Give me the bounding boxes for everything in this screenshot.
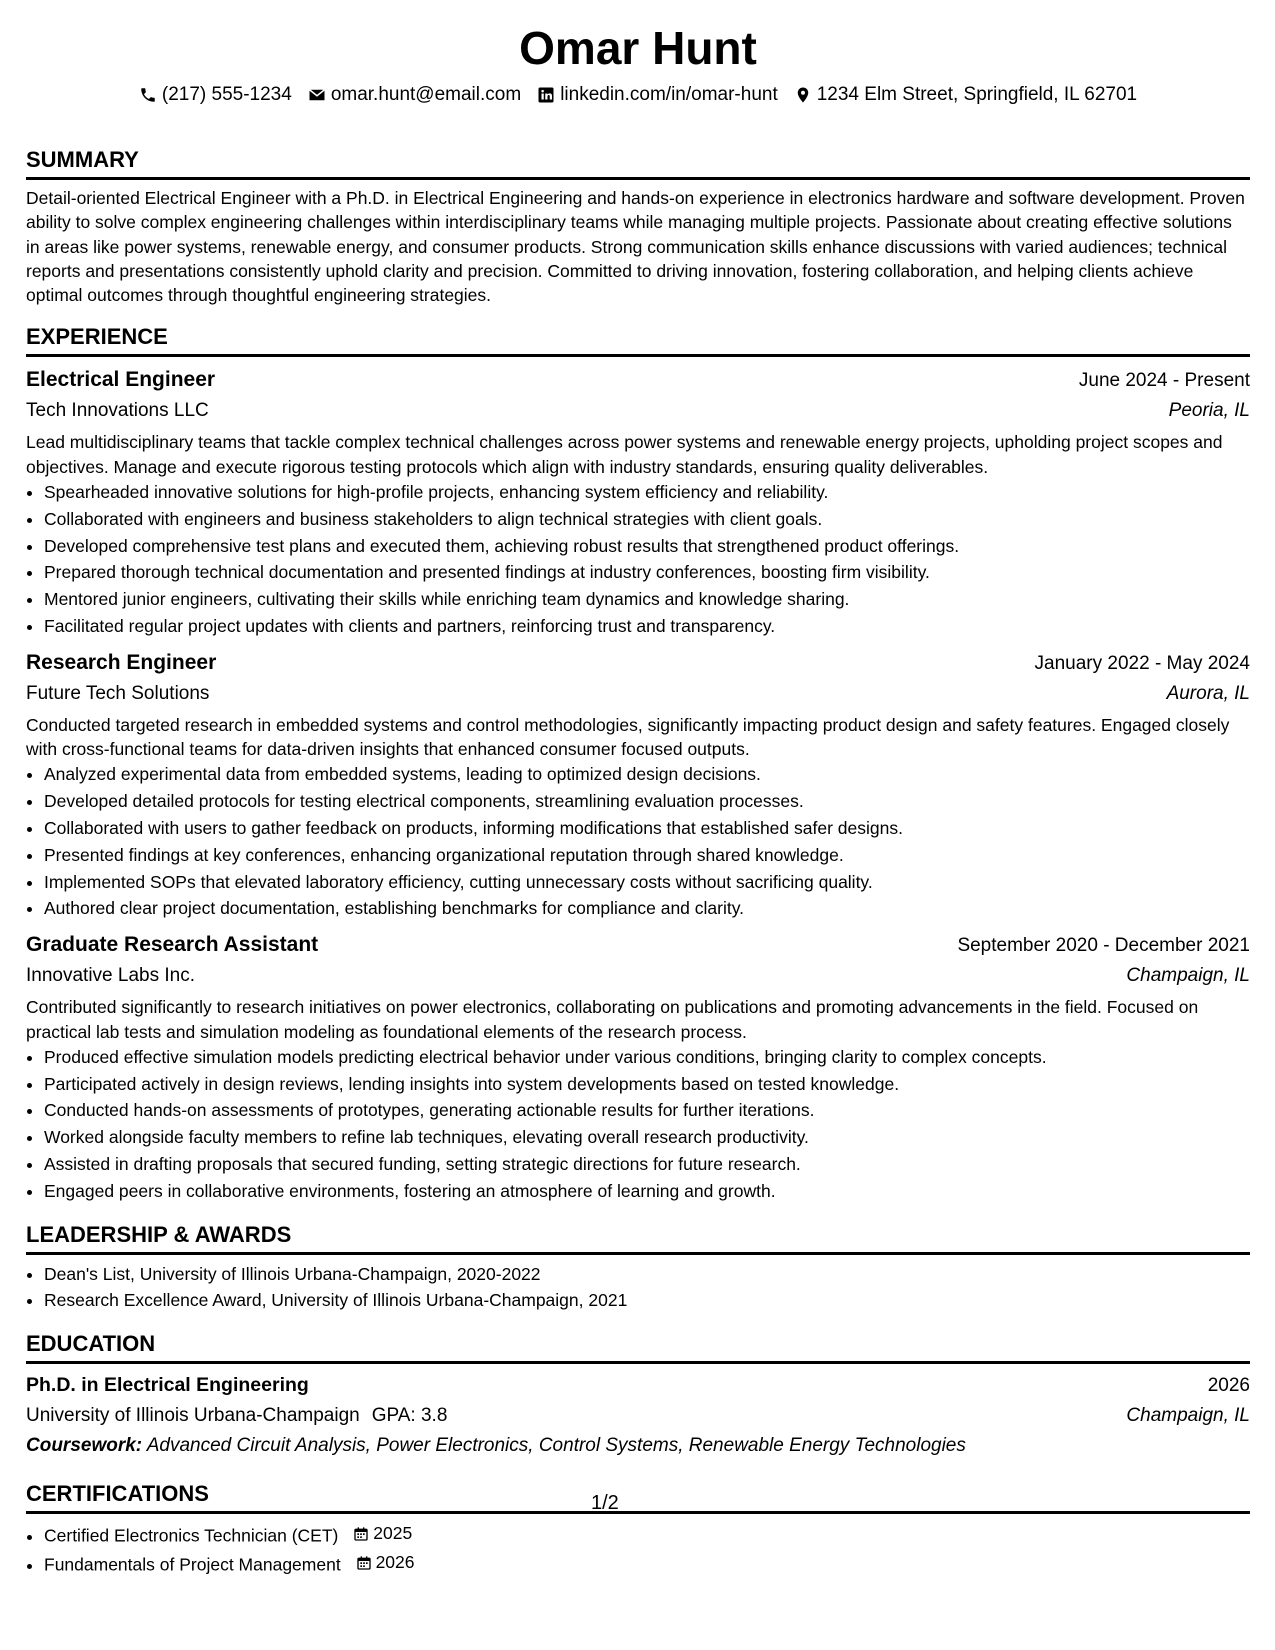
job-bullets [26, 761, 1250, 922]
resume-page [26, 0, 1250, 1579]
cert-date [356, 1549, 415, 1576]
list-item: • Collaborated with engineers and business stakeholders to align technical strategies with client goals. [44, 506, 1250, 533]
awards-list [26, 1261, 1250, 1315]
calendar-icon [356, 1555, 372, 1571]
contact-phone[interactable] [139, 82, 292, 108]
phone-text: (217) 555-1234 [161, 84, 292, 105]
job-dates: September 2020 - December 2021 [957, 935, 1250, 957]
list-item: • Produced effective simulation models predicting electrical behavior under various conditions, bringing clarity to complex concepts. [44, 1044, 1250, 1071]
contact-address [794, 82, 1137, 108]
leadership-section [26, 1221, 1250, 1315]
job-dates: January 2022 - May 2024 [1034, 652, 1250, 674]
education-section [26, 1330, 1250, 1460]
certifications-section [26, 1480, 1250, 1578]
list-item: • Developed comprehensive test plans and executed them, achieving robust results that strengthened product offerings. [44, 533, 1250, 560]
map-pin-icon [794, 86, 812, 104]
job-company: Future Tech Solutions [26, 682, 210, 704]
cert-year: 2026 [375, 1552, 415, 1573]
resume-name: Omar Hunt [519, 22, 757, 74]
cert-year: 2025 [373, 1523, 413, 1544]
contact-email[interactable] [308, 82, 521, 108]
job-location: Peoria, IL [1168, 400, 1250, 422]
job-company: Tech Innovations LLC [26, 400, 209, 422]
job-title: Electrical Engineer [26, 368, 216, 392]
job-entry [26, 930, 1250, 1204]
list-item: • Implemented SOPs that elevated laboratory efficiency, cutting unnecessary costs without sacrificing quality. [44, 869, 1250, 896]
list-item: • Authored clear project documentation, establishing benchmarks for compliance and clarity. [44, 895, 1250, 922]
edu-gpa: GPA: 3.8 [371, 1405, 448, 1427]
job-location: Champaign, IL [1126, 965, 1250, 987]
list-item: • Presented findings at key conferences, enhancing organizational reputation through shared knowledge. [44, 842, 1250, 869]
job-entry [26, 365, 1250, 639]
cert-name: Certified Electronics Technician (CET) [44, 1525, 339, 1546]
section-title-summary: SUMMARY [26, 146, 1250, 180]
list-item: • Mentored junior engineers, cultivating their skills while enriching team dynamics and knowledge sharing. [44, 586, 1250, 613]
edu-degree: Ph.D. in Electrical Engineering [26, 1374, 309, 1397]
job-dates: June 2024 - Present [1078, 370, 1250, 392]
list-item: • Worked alongside faculty members to refine lab techniques, elevating overall research productivity. [44, 1124, 1250, 1151]
experience-section [26, 323, 1250, 1204]
list-item: • Engaged peers in collaborative environments, fostering an atmosphere of learning and growth. [44, 1178, 1250, 1205]
edu-school: University of Illinois Urbana-Champaign [26, 1405, 360, 1427]
linkedin-text: linkedin.com/in/omar-hunt [560, 84, 778, 105]
edu-school-line [26, 1401, 447, 1430]
section-title-leadership: LEADERSHIP & AWARDS [26, 1221, 1250, 1255]
cert-date [353, 1520, 412, 1547]
job-description: Conducted targeted research in embedded systems and control methodologies, significantly impacting product design and safety features. Engaged closely with cross-functional teams for data-driven insights that enhanced consumer focused outputs. [26, 714, 1230, 760]
job-bullets [26, 1044, 1250, 1205]
coursework-text: Advanced Circuit Analysis, Power Electronics, Control Systems, Renewable Energy Technologies [146, 1435, 966, 1457]
list-item: • Prepared thorough technical documentation and presented findings at industry conferences, boosting firm visibility. [44, 559, 1250, 586]
job-description: Lead multidisciplinary teams that tackle complex technical challenges across power systems and renewable energy projects, upholding project scopes and objectives. Manage and execute rigorous testing protocols which align with industry standards, ensuring quality deliverables. [26, 432, 1223, 477]
edu-year: 2026 [1207, 1375, 1250, 1397]
job-title: Graduate Research Assistant [26, 933, 319, 957]
list-item: • Collaborated with users to gather feedback on products, informing modifications that established safer designs. [44, 815, 1250, 842]
coursework-label: Coursework: [26, 1435, 143, 1457]
linkedin-icon [537, 86, 555, 104]
job-description: Contributed significantly to research initiatives on power electronics, collaborating on publications and promoting advancements in the field. Focused on practical lab tests and simulation modeling as foundational elements of the research process. [26, 997, 1199, 1042]
section-title-education: EDUCATION [26, 1330, 1250, 1364]
section-title-experience: EXPERIENCE [26, 323, 1250, 357]
list-item: • Dean's List, University of Illinois Urbana-Champaign, 2020-2022 [44, 1261, 1250, 1288]
job-location: Aurora, IL [1166, 682, 1250, 704]
cert-list [26, 1520, 1250, 1578]
calendar-icon [353, 1526, 369, 1542]
list-item: • Analyzed experimental data from embedded systems, leading to optimized design decisions. [44, 761, 1250, 788]
summary-section [26, 146, 1250, 307]
contact-bar [26, 82, 1250, 108]
summary-text: Detail-oriented Electrical Engineer with a Ph.D. in Electrical Engineering and hands-on experience in electronics hardware and software development. Proven ability to solve complex engineering challenges within interdisciplinary teams while managing multiple projects. Passionate about creating effective solutions in areas like power systems, renewable energy, and consumer products. Strong communication skills enhance discussions with varied audiences; technical reports and presentations consistently uphold clarity and precision. Committed to driving innovation, fostering collaboration, and helping clients achieve optimal outcomes through thoughtful engineering strategies. [26, 188, 1245, 306]
edu-location: Champaign, IL [1126, 1405, 1250, 1427]
envelope-icon [308, 86, 326, 104]
list-item [44, 1520, 1250, 1549]
list-item: • Facilitated regular project updates with clients and partners, reinforcing trust and transparency. [44, 613, 1250, 640]
job-company: Innovative Labs Inc. [26, 965, 195, 987]
job-title: Research Engineer [26, 650, 217, 674]
page-number: 1/2 [591, 1492, 619, 1514]
edu-coursework [26, 1431, 1250, 1460]
address-text: 1234 Elm Street, Springfield, IL 62701 [816, 84, 1138, 105]
cert-name: Fundamentals of Project Management [44, 1554, 341, 1575]
list-item: • Spearheaded innovative solutions for high-profile projects, enhancing system efficiency and reliability. [44, 479, 1250, 506]
job-bullets [26, 479, 1250, 640]
list-item: • Research Excellence Award, University of Illinois Urbana-Champaign, 2021 [44, 1287, 1250, 1314]
email-text: omar.hunt@email.com [330, 84, 522, 105]
list-item: • Conducted hands-on assessments of prototypes, generating actionable results for further iterations. [44, 1097, 1250, 1124]
job-entry [26, 648, 1250, 922]
list-item [44, 1549, 1250, 1578]
contact-linkedin[interactable] [537, 82, 778, 108]
section-title-certifications: CERTIFICATIONS [26, 1480, 1250, 1514]
phone-icon [139, 86, 157, 104]
list-item: • Developed detailed protocols for testing electrical components, streamlining evaluation processes. [44, 788, 1250, 815]
list-item: • Assisted in drafting proposals that secured funding, setting strategic directions for future research. [44, 1151, 1250, 1178]
list-item: • Participated actively in design reviews, lending insights into system developments based on tested knowledge. [44, 1071, 1250, 1098]
